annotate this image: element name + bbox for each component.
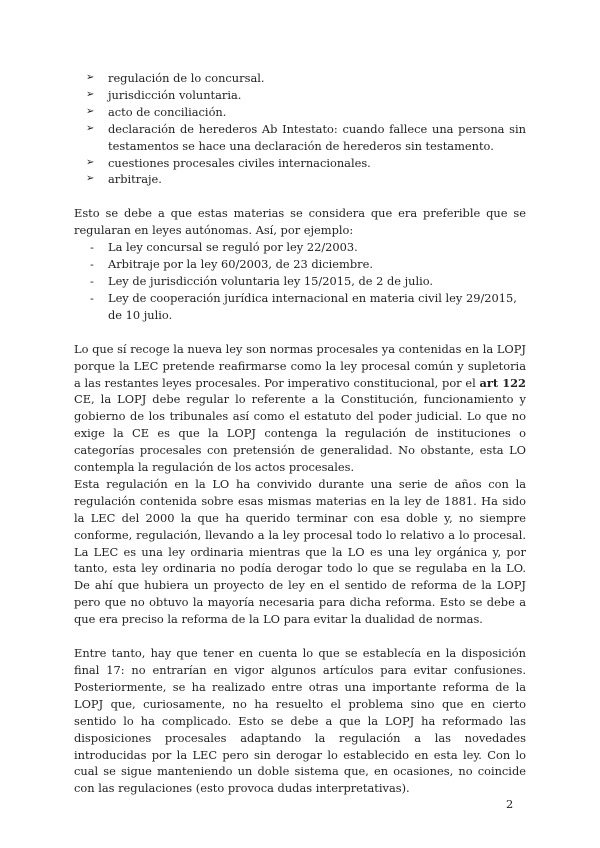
article-reference: art 122 xyxy=(479,375,526,390)
list-item: ➢ declaración de herederos Ab Intestato: cuando fallece una persona sin testamentos se hace una declaración de herederos sin testamento. xyxy=(86,121,526,153)
arrow-bullet-icon: ➢ xyxy=(86,156,95,168)
document-page xyxy=(74,70,526,797)
arrow-bullet-icon: ➢ xyxy=(86,72,95,83)
arrow-bullet-icon: ➢ xyxy=(86,173,95,185)
matter-list xyxy=(74,70,526,188)
dash-bullet: - xyxy=(90,240,94,255)
final-paragraph: Entre tanto, hay que tener en cuenta lo que se establecía en la disposición final 17: no entrarían en vigor algunos artículos para evitar confusiones. Posteriormente, se ha realizado entre otras una importante reforma de la LOPJ que, curiosamente, no ha resuelto el problema sino que en cierto sentido lo ha complicado. Esto se debe a que la LOPJ ha reformado las disposiciones procesales adaptando la regulación a las novedades introducidas por la LEC pero sin derogar lo establecido en esta ley. Con lo cual se sigue manteniendo un doble sistema que, en ocasiones, no coincide con las regulaciones (esto provoca dudas interpretativas). xyxy=(74,646,526,796)
list-item: ➢ cuestiones procesales civiles internacionales. xyxy=(86,155,371,170)
list-item: - Ley de jurisdicción voluntaria ley 15/2015, de 2 de julio. xyxy=(90,273,434,288)
regulation-paragraph: Esta regulación en la LO ha convivido durante una serie de años con la regulación contenida sobre esas mismas materias en la ley de 1881. Ha sido la LEC del 2000 la que ha querido terminar con esa doble y, no siempre conforme, regulación, llevando a la ley procesal todo lo relativo a lo procesal. La LEC es una ley ordinaria mientras que la LO es una ley orgánica y, por tanto, esta ley ordinaria no podía derogar todo lo que se regulaba en la LO. De ahí que hubiera un proyecto de ley en el sentido de reforma de la LOPJ pero que no obtuvo la mayoría necesaria para dicha reforma. Esto se debe a que era preciso la reforma de la LO para evitar la dualidad de normas. xyxy=(74,476,526,627)
arrow-bullet-icon: ➢ xyxy=(86,122,95,134)
list-item: ➢ acto de conciliación. xyxy=(86,104,227,119)
page-number: 2 xyxy=(506,797,514,811)
laws-list xyxy=(74,239,526,324)
dash-bullet: - xyxy=(90,257,94,272)
intro-paragraph: Esto se debe a que estas materias se considera que era preferible que se regularan en leyes autónomas. Así, por ejemplo: xyxy=(74,206,526,238)
lopj-paragraph: Lo que sí recoge la nueva ley son normas procesales ya contenidas en la LOPJ porque la LEC pretende reafirmarse como la ley procesal común y supletoria a las restantes leyes procesales. Por imperativo constitucional, por el art 122 CE, la LOPJ debe regular lo referente a la Constitución, funcionamiento y gobierno de los tribunales así como el estatuto del poder judicial. Lo que no exige la CE es que la LOPJ contenga la regulación de instituciones o categorías procesales con pretensión de generalidad. No obstante, esta LO contempla la regulación de los actos procesales. xyxy=(74,341,526,475)
list-item: - La ley concursal se reguló por ley 22/2003. xyxy=(90,240,358,255)
list-item: ➢ jurisdicción voluntaria. xyxy=(86,87,242,102)
list-item: - Arbitraje por la ley 60/2003, de 23 diciembre. xyxy=(90,257,373,272)
dash-bullet: - xyxy=(90,290,94,305)
list-item: ➢ arbitraje. xyxy=(86,172,162,187)
arrow-bullet-icon: ➢ xyxy=(86,105,95,117)
arrow-bullet-icon: ➢ xyxy=(86,88,95,100)
list-item: - Ley de cooperación jurídica internacional en materia civil ley 29/2015, de 10 julio. xyxy=(90,290,517,322)
dash-bullet: - xyxy=(90,273,94,288)
list-item: ➢ regulación de lo concursal. xyxy=(86,71,265,85)
